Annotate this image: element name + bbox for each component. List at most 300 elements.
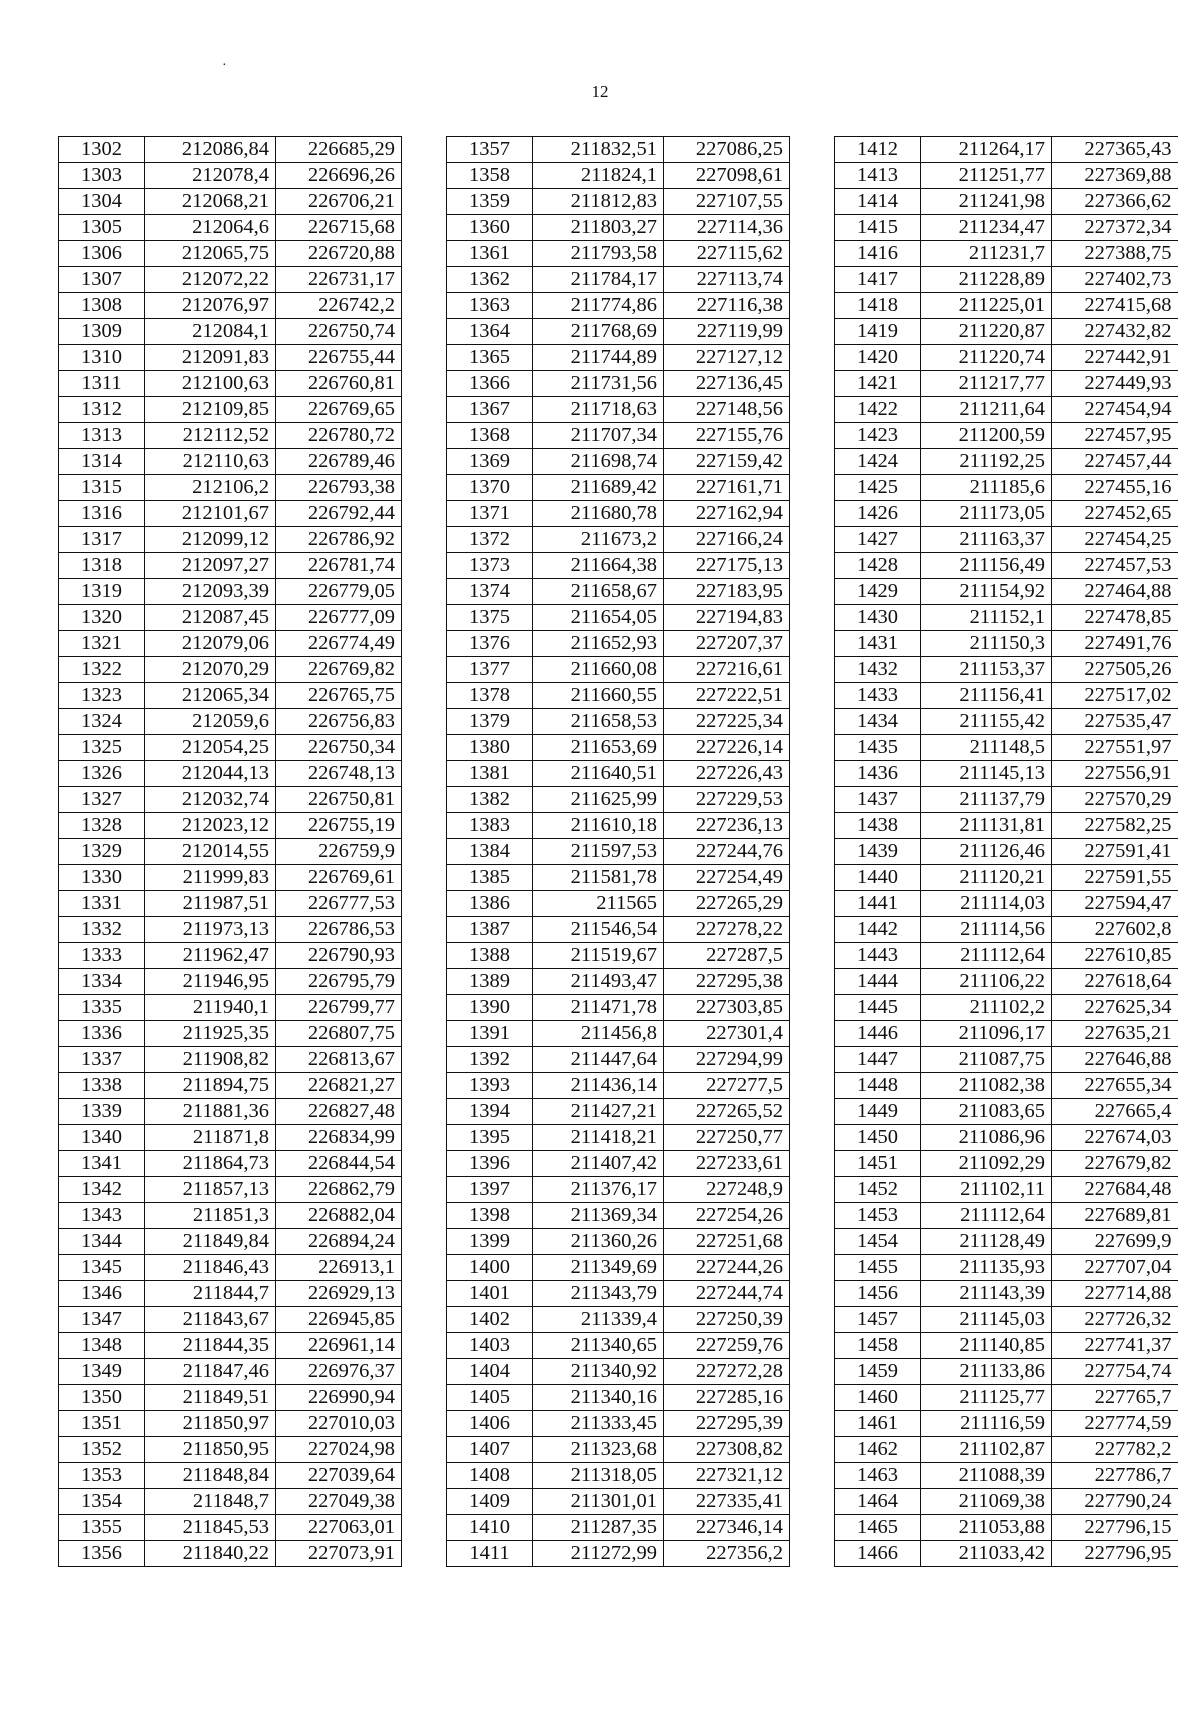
y-coordinate-cell: 227457,95: [1052, 423, 1178, 449]
y-coordinate-cell: 226807,75: [276, 1021, 402, 1047]
point-number-cell: 1320: [59, 605, 145, 631]
x-coordinate-cell: 212084,1: [145, 319, 276, 345]
y-coordinate-cell: 226755,19: [276, 813, 402, 839]
table-row: [447, 267, 790, 293]
point-number-cell: 1433: [835, 683, 921, 709]
y-coordinate-cell: 226786,53: [276, 917, 402, 943]
point-number-cell: 1349: [59, 1359, 145, 1385]
point-number-cell: 1362: [447, 267, 533, 293]
y-coordinate-cell: 227308,82: [664, 1437, 790, 1463]
x-coordinate-cell: 211145,13: [921, 761, 1052, 787]
y-coordinate-cell: 227254,49: [664, 865, 790, 891]
y-coordinate-cell: 227010,03: [276, 1411, 402, 1437]
point-number-cell: 1392: [447, 1047, 533, 1073]
coordinate-table-3: [834, 136, 1178, 1567]
x-coordinate-cell: 211333,45: [533, 1411, 664, 1437]
point-number-cell: 1339: [59, 1099, 145, 1125]
x-coordinate-cell: 211231,7: [921, 241, 1052, 267]
point-number-cell: 1360: [447, 215, 533, 241]
table-row: [447, 943, 790, 969]
x-coordinate-cell: 211102,87: [921, 1437, 1052, 1463]
table-row: [835, 371, 1178, 397]
x-coordinate-cell: 211287,35: [533, 1515, 664, 1541]
y-coordinate-cell: 227356,2: [664, 1541, 790, 1567]
y-coordinate-cell: 227478,85: [1052, 605, 1178, 631]
x-coordinate-cell: 211843,67: [145, 1307, 276, 1333]
table-row: [835, 1437, 1178, 1463]
y-coordinate-cell: 227166,24: [664, 527, 790, 553]
table-row: [835, 1359, 1178, 1385]
point-number-cell: 1400: [447, 1255, 533, 1281]
table-row: [835, 241, 1178, 267]
table-row: [59, 501, 402, 527]
point-number-cell: 1439: [835, 839, 921, 865]
y-coordinate-cell: 226976,37: [276, 1359, 402, 1385]
x-coordinate-cell: 211128,49: [921, 1229, 1052, 1255]
x-coordinate-cell: 211565: [533, 891, 664, 917]
y-coordinate-cell: 227250,39: [664, 1307, 790, 1333]
x-coordinate-cell: 211131,81: [921, 813, 1052, 839]
point-number-cell: 1464: [835, 1489, 921, 1515]
y-coordinate-cell: 227114,36: [664, 215, 790, 241]
x-coordinate-cell: 211962,47: [145, 943, 276, 969]
point-number-cell: 1343: [59, 1203, 145, 1229]
table-row: [447, 813, 790, 839]
x-coordinate-cell: 212087,45: [145, 605, 276, 631]
point-number-cell: 1303: [59, 163, 145, 189]
y-coordinate-cell: 226789,46: [276, 449, 402, 475]
point-number-cell: 1356: [59, 1541, 145, 1567]
x-coordinate-cell: 211871,8: [145, 1125, 276, 1151]
point-number-cell: 1435: [835, 735, 921, 761]
table-row: [59, 137, 402, 163]
x-coordinate-cell: 211033,42: [921, 1541, 1052, 1567]
point-number-cell: 1425: [835, 475, 921, 501]
x-coordinate-cell: 212014,55: [145, 839, 276, 865]
x-coordinate-cell: 211088,39: [921, 1463, 1052, 1489]
y-coordinate-cell: 227073,91: [276, 1541, 402, 1567]
table-row: [447, 475, 790, 501]
y-coordinate-cell: 227369,88: [1052, 163, 1178, 189]
y-coordinate-cell: 226844,54: [276, 1151, 402, 1177]
y-coordinate-cell: 226750,74: [276, 319, 402, 345]
point-number-cell: 1422: [835, 397, 921, 423]
x-coordinate-cell: 211241,98: [921, 189, 1052, 215]
x-coordinate-cell: 211155,42: [921, 709, 1052, 735]
y-coordinate-cell: 226790,93: [276, 943, 402, 969]
table-row: [835, 345, 1178, 371]
point-number-cell: 1308: [59, 293, 145, 319]
y-coordinate-cell: 227452,65: [1052, 501, 1178, 527]
table-row: [447, 1021, 790, 1047]
table-row: [59, 1203, 402, 1229]
table-row: [447, 995, 790, 1021]
y-coordinate-cell: 227741,37: [1052, 1333, 1178, 1359]
x-coordinate-cell: 211114,56: [921, 917, 1052, 943]
y-coordinate-cell: 227024,98: [276, 1437, 402, 1463]
table-row: [447, 527, 790, 553]
y-coordinate-cell: 227635,21: [1052, 1021, 1178, 1047]
table-row: [835, 1307, 1178, 1333]
table-row: [835, 891, 1178, 917]
x-coordinate-cell: 211152,1: [921, 605, 1052, 631]
coordinate-table-2: [446, 136, 790, 1567]
x-coordinate-cell: 212059,6: [145, 709, 276, 735]
table-row: [447, 371, 790, 397]
point-number-cell: 1402: [447, 1307, 533, 1333]
y-coordinate-cell: 226862,79: [276, 1177, 402, 1203]
point-number-cell: 1394: [447, 1099, 533, 1125]
x-coordinate-cell: 212078,4: [145, 163, 276, 189]
point-number-cell: 1373: [447, 553, 533, 579]
y-coordinate-cell: 227707,04: [1052, 1255, 1178, 1281]
point-number-cell: 1316: [59, 501, 145, 527]
y-coordinate-cell: 226755,44: [276, 345, 402, 371]
point-number-cell: 1418: [835, 293, 921, 319]
point-number-cell: 1460: [835, 1385, 921, 1411]
x-coordinate-cell: 212032,74: [145, 787, 276, 813]
y-coordinate-cell: 227674,03: [1052, 1125, 1178, 1151]
table-row: [59, 865, 402, 891]
x-coordinate-cell: 211225,01: [921, 293, 1052, 319]
x-coordinate-cell: 211731,56: [533, 371, 664, 397]
x-coordinate-cell: 211069,38: [921, 1489, 1052, 1515]
x-coordinate-cell: 211140,85: [921, 1333, 1052, 1359]
table-row: [59, 1515, 402, 1541]
y-coordinate-cell: 226731,17: [276, 267, 402, 293]
x-coordinate-cell: 211940,1: [145, 995, 276, 1021]
point-number-cell: 1458: [835, 1333, 921, 1359]
y-coordinate-cell: 227388,75: [1052, 241, 1178, 267]
y-coordinate-cell: 227285,16: [664, 1385, 790, 1411]
table-row: [59, 1229, 402, 1255]
table-row: [835, 683, 1178, 709]
point-number-cell: 1364: [447, 319, 533, 345]
table-row: [59, 553, 402, 579]
point-number-cell: 1444: [835, 969, 921, 995]
table-row: [835, 423, 1178, 449]
x-coordinate-cell: 211653,69: [533, 735, 664, 761]
x-coordinate-cell: 212076,97: [145, 293, 276, 319]
y-coordinate-cell: 227455,16: [1052, 475, 1178, 501]
y-coordinate-cell: 226913,1: [276, 1255, 402, 1281]
y-coordinate-cell: 227116,38: [664, 293, 790, 319]
x-coordinate-cell: 211114,03: [921, 891, 1052, 917]
table-row: [835, 1073, 1178, 1099]
x-coordinate-cell: 211087,75: [921, 1047, 1052, 1073]
point-number-cell: 1336: [59, 1021, 145, 1047]
table-row: [835, 449, 1178, 475]
x-coordinate-cell: 211120,21: [921, 865, 1052, 891]
table-row: [447, 215, 790, 241]
y-coordinate-cell: 227244,74: [664, 1281, 790, 1307]
table-row: [59, 527, 402, 553]
point-number-cell: 1447: [835, 1047, 921, 1073]
y-coordinate-cell: 227491,76: [1052, 631, 1178, 657]
point-number-cell: 1363: [447, 293, 533, 319]
y-coordinate-cell: 227449,93: [1052, 371, 1178, 397]
table-row: [835, 631, 1178, 657]
point-number-cell: 1416: [835, 241, 921, 267]
y-coordinate-cell: 227535,47: [1052, 709, 1178, 735]
y-coordinate-cell: 227233,61: [664, 1151, 790, 1177]
y-coordinate-cell: 227551,97: [1052, 735, 1178, 761]
x-coordinate-cell: 211849,51: [145, 1385, 276, 1411]
y-coordinate-cell: 227155,76: [664, 423, 790, 449]
x-coordinate-cell: 211106,22: [921, 969, 1052, 995]
x-coordinate-cell: 212106,2: [145, 475, 276, 501]
x-coordinate-cell: 211220,87: [921, 319, 1052, 345]
x-coordinate-cell: 211894,75: [145, 1073, 276, 1099]
x-coordinate-cell: 211999,83: [145, 865, 276, 891]
x-coordinate-cell: 211847,46: [145, 1359, 276, 1385]
table-row: [59, 1151, 402, 1177]
table-row: [835, 709, 1178, 735]
table-row: [835, 1229, 1178, 1255]
point-number-cell: 1331: [59, 891, 145, 917]
point-number-cell: 1398: [447, 1203, 533, 1229]
page-number: 12: [591, 82, 609, 101]
point-number-cell: 1309: [59, 319, 145, 345]
y-coordinate-cell: 226821,27: [276, 1073, 402, 1099]
table-row: [59, 1411, 402, 1437]
point-number-cell: 1393: [447, 1073, 533, 1099]
x-coordinate-cell: 211301,01: [533, 1489, 664, 1515]
x-coordinate-cell: 212109,85: [145, 397, 276, 423]
x-coordinate-cell: 211673,2: [533, 527, 664, 553]
point-number-cell: 1384: [447, 839, 533, 865]
y-coordinate-cell: 226706,21: [276, 189, 402, 215]
table-row: [59, 1359, 402, 1385]
y-coordinate-cell: 227655,34: [1052, 1073, 1178, 1099]
x-coordinate-cell: 211126,46: [921, 839, 1052, 865]
point-number-cell: 1423: [835, 423, 921, 449]
table-row: [835, 995, 1178, 1021]
table-row: [447, 683, 790, 709]
table-row: [59, 1021, 402, 1047]
point-number-cell: 1452: [835, 1177, 921, 1203]
y-coordinate-cell: 227591,55: [1052, 865, 1178, 891]
y-coordinate-cell: 227136,45: [664, 371, 790, 397]
x-coordinate-cell: 211340,92: [533, 1359, 664, 1385]
point-number-cell: 1463: [835, 1463, 921, 1489]
x-coordinate-cell: 211447,64: [533, 1047, 664, 1073]
y-coordinate-cell: 227222,51: [664, 683, 790, 709]
table-row: [835, 1255, 1178, 1281]
y-coordinate-cell: 226748,13: [276, 761, 402, 787]
table-row: [59, 1047, 402, 1073]
table-row: [59, 579, 402, 605]
y-coordinate-cell: 227107,55: [664, 189, 790, 215]
point-number-cell: 1453: [835, 1203, 921, 1229]
table-row: [59, 605, 402, 631]
table-row: [447, 969, 790, 995]
x-coordinate-cell: 211848,7: [145, 1489, 276, 1515]
y-coordinate-cell: 227665,4: [1052, 1099, 1178, 1125]
point-number-cell: 1374: [447, 579, 533, 605]
point-number-cell: 1325: [59, 735, 145, 761]
x-coordinate-cell: 211625,99: [533, 787, 664, 813]
table-row: [835, 761, 1178, 787]
table-row: [59, 1489, 402, 1515]
point-number-cell: 1351: [59, 1411, 145, 1437]
point-number-cell: 1445: [835, 995, 921, 1021]
y-coordinate-cell: 227086,25: [664, 137, 790, 163]
point-number-cell: 1404: [447, 1359, 533, 1385]
point-number-cell: 1330: [59, 865, 145, 891]
table-row: [447, 137, 790, 163]
x-coordinate-cell: 211143,39: [921, 1281, 1052, 1307]
y-coordinate-cell: 227194,83: [664, 605, 790, 631]
table-row: [835, 1047, 1178, 1073]
x-coordinate-cell: 211660,08: [533, 657, 664, 683]
y-coordinate-cell: 227039,64: [276, 1463, 402, 1489]
point-number-cell: 1432: [835, 657, 921, 683]
table-row: [59, 657, 402, 683]
x-coordinate-cell: 211881,36: [145, 1099, 276, 1125]
table-row: [447, 891, 790, 917]
point-number-cell: 1456: [835, 1281, 921, 1307]
y-coordinate-cell: 227365,43: [1052, 137, 1178, 163]
table-row: [835, 865, 1178, 891]
table-row: [59, 293, 402, 319]
table-row: [59, 969, 402, 995]
y-coordinate-cell: 227248,9: [664, 1177, 790, 1203]
y-coordinate-cell: 226750,81: [276, 787, 402, 813]
x-coordinate-cell: 212110,63: [145, 449, 276, 475]
x-coordinate-cell: 211082,38: [921, 1073, 1052, 1099]
x-coordinate-cell: 211092,29: [921, 1151, 1052, 1177]
table-row: [835, 1333, 1178, 1359]
y-coordinate-cell: 227432,82: [1052, 319, 1178, 345]
y-coordinate-cell: 226834,99: [276, 1125, 402, 1151]
x-coordinate-cell: 211610,18: [533, 813, 664, 839]
y-coordinate-cell: 227226,14: [664, 735, 790, 761]
table-row: [835, 267, 1178, 293]
y-coordinate-cell: 226715,68: [276, 215, 402, 241]
y-coordinate-cell: 227278,22: [664, 917, 790, 943]
x-coordinate-cell: 211840,22: [145, 1541, 276, 1567]
point-number-cell: 1345: [59, 1255, 145, 1281]
table-row: [447, 1125, 790, 1151]
table-row: [835, 943, 1178, 969]
y-coordinate-cell: 227251,68: [664, 1229, 790, 1255]
table-row: [835, 1489, 1178, 1515]
y-coordinate-cell: 227295,38: [664, 969, 790, 995]
table-row: [447, 1307, 790, 1333]
y-coordinate-cell: 227098,61: [664, 163, 790, 189]
x-coordinate-cell: 211844,7: [145, 1281, 276, 1307]
table-row: [447, 1515, 790, 1541]
table-row: [59, 267, 402, 293]
table-row: [59, 943, 402, 969]
table-row: [447, 1151, 790, 1177]
x-coordinate-cell: 211264,17: [921, 137, 1052, 163]
x-coordinate-cell: 211150,3: [921, 631, 1052, 657]
table-row: [447, 1177, 790, 1203]
point-number-cell: 1371: [447, 501, 533, 527]
x-coordinate-cell: 212065,75: [145, 241, 276, 267]
point-number-cell: 1386: [447, 891, 533, 917]
y-coordinate-cell: 226774,49: [276, 631, 402, 657]
x-coordinate-cell: 211658,67: [533, 579, 664, 605]
x-coordinate-cell: 211718,63: [533, 397, 664, 423]
y-coordinate-cell: 227063,01: [276, 1515, 402, 1541]
table-row: [447, 787, 790, 813]
table-row: [59, 345, 402, 371]
table-row: [447, 1073, 790, 1099]
table-row: [59, 1125, 402, 1151]
x-coordinate-cell: 211349,69: [533, 1255, 664, 1281]
x-coordinate-cell: 211812,83: [533, 189, 664, 215]
point-number-cell: 1379: [447, 709, 533, 735]
x-coordinate-cell: 211546,54: [533, 917, 664, 943]
table-row: [835, 735, 1178, 761]
point-number-cell: 1430: [835, 605, 921, 631]
table-row: [835, 1203, 1178, 1229]
table-row: [447, 1255, 790, 1281]
table-row: [835, 917, 1178, 943]
table-row: [447, 761, 790, 787]
x-coordinate-cell: 211251,77: [921, 163, 1052, 189]
coordinate-table-1: [58, 136, 402, 1567]
point-number-cell: 1369: [447, 449, 533, 475]
table-row: [835, 1281, 1178, 1307]
point-number-cell: 1442: [835, 917, 921, 943]
point-number-cell: 1381: [447, 761, 533, 787]
table-row: [59, 735, 402, 761]
table-row: [447, 839, 790, 865]
x-coordinate-cell: 212054,25: [145, 735, 276, 761]
point-number-cell: 1408: [447, 1463, 533, 1489]
table-row: [835, 501, 1178, 527]
point-number-cell: 1358: [447, 163, 533, 189]
y-coordinate-cell: 227175,13: [664, 553, 790, 579]
y-coordinate-cell: 227113,74: [664, 267, 790, 293]
point-number-cell: 1421: [835, 371, 921, 397]
point-number-cell: 1348: [59, 1333, 145, 1359]
point-number-cell: 1389: [447, 969, 533, 995]
point-number-cell: 1326: [59, 761, 145, 787]
table-row: [59, 995, 402, 1021]
point-number-cell: 1429: [835, 579, 921, 605]
point-number-cell: 1359: [447, 189, 533, 215]
point-number-cell: 1427: [835, 527, 921, 553]
table-row: [447, 1437, 790, 1463]
table-row: [447, 1229, 790, 1255]
x-coordinate-cell: 212023,12: [145, 813, 276, 839]
x-coordinate-cell: 211493,47: [533, 969, 664, 995]
point-number-cell: 1313: [59, 423, 145, 449]
point-number-cell: 1305: [59, 215, 145, 241]
y-coordinate-cell: 226961,14: [276, 1333, 402, 1359]
point-number-cell: 1353: [59, 1463, 145, 1489]
point-number-cell: 1412: [835, 137, 921, 163]
y-coordinate-cell: 227254,26: [664, 1203, 790, 1229]
point-number-cell: 1319: [59, 579, 145, 605]
y-coordinate-cell: 227127,12: [664, 345, 790, 371]
table-row: [447, 1385, 790, 1411]
y-coordinate-cell: 226685,29: [276, 137, 402, 163]
y-coordinate-cell: 227183,95: [664, 579, 790, 605]
x-coordinate-cell: 211360,26: [533, 1229, 664, 1255]
table-row: [835, 527, 1178, 553]
y-coordinate-cell: 227294,99: [664, 1047, 790, 1073]
x-coordinate-cell: 211318,05: [533, 1463, 664, 1489]
y-coordinate-cell: 227049,38: [276, 1489, 402, 1515]
y-coordinate-cell: 227162,94: [664, 501, 790, 527]
x-coordinate-cell: 211112,64: [921, 1203, 1052, 1229]
